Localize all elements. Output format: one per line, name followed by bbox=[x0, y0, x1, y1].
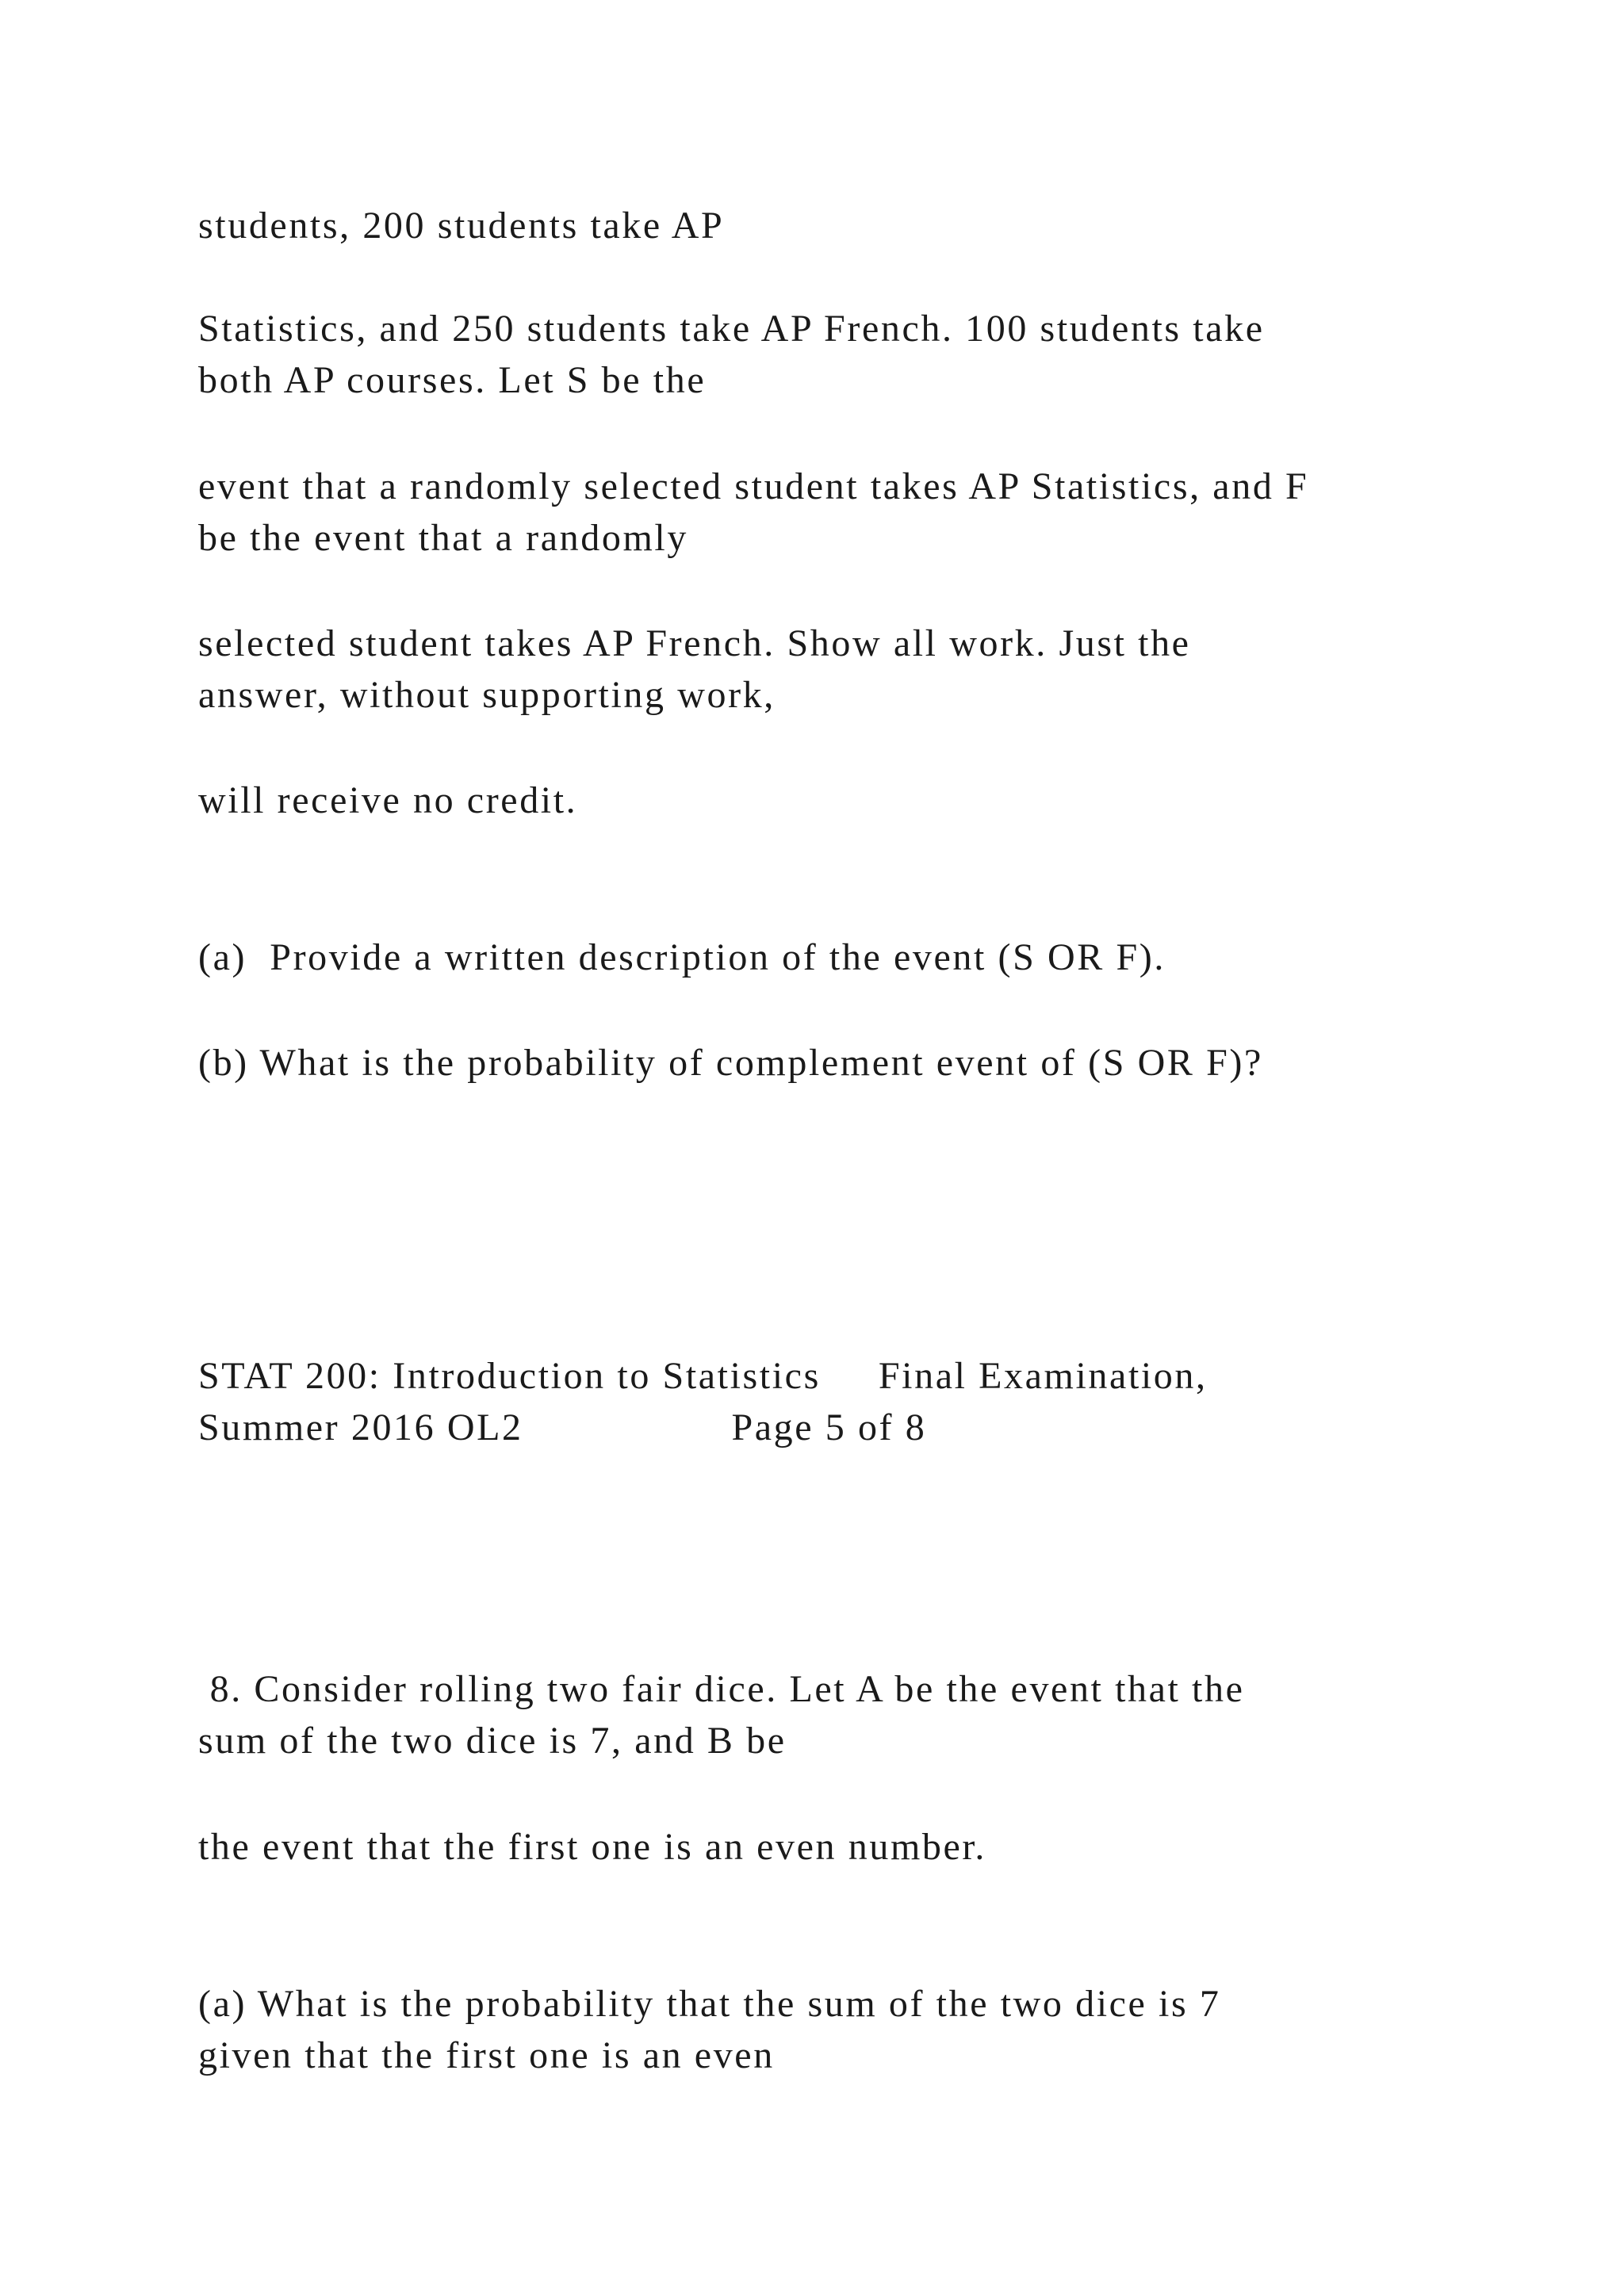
text-line: both AP courses. Let S be the bbox=[198, 359, 707, 401]
text-line: students, 200 students take AP bbox=[198, 205, 725, 247]
text-line: the event that the first one is an even number. bbox=[198, 1826, 986, 1868]
text-line: selected student takes AP French. Show all work. Just the bbox=[198, 622, 1191, 664]
text-line: will receive no credit. bbox=[198, 779, 578, 821]
question-part-a: (a) Provide a written description of the event (S OR F). bbox=[198, 936, 1166, 978]
question-8-part-a: (a) What is the probability that the sum of the two dice is 7 bbox=[198, 1983, 1221, 2025]
page-header-term: Summer 2016 OL2 Page 5 of 8 bbox=[198, 1406, 927, 1448]
page-header-course: STAT 200: Introduction to Statistics Final Examination, bbox=[198, 1355, 1208, 1397]
text-line: event that a randomly selected student takes AP Statistics, and F bbox=[198, 465, 1309, 507]
question-8: 8. Consider rolling two fair dice. Let A be the event that the bbox=[198, 1668, 1245, 1710]
text-line: be the event that a randomly bbox=[198, 517, 688, 559]
question-part-b: (b) What is the probability of complement event of (S OR F)? bbox=[198, 1042, 1263, 1084]
text-line: given that the first one is an even bbox=[198, 2034, 775, 2076]
text-line: answer, without supporting work, bbox=[198, 674, 776, 716]
text-line: sum of the two dice is 7, and B be bbox=[198, 1720, 787, 1762]
text-line: Statistics, and 250 students take AP French. 100 students take bbox=[198, 308, 1265, 350]
